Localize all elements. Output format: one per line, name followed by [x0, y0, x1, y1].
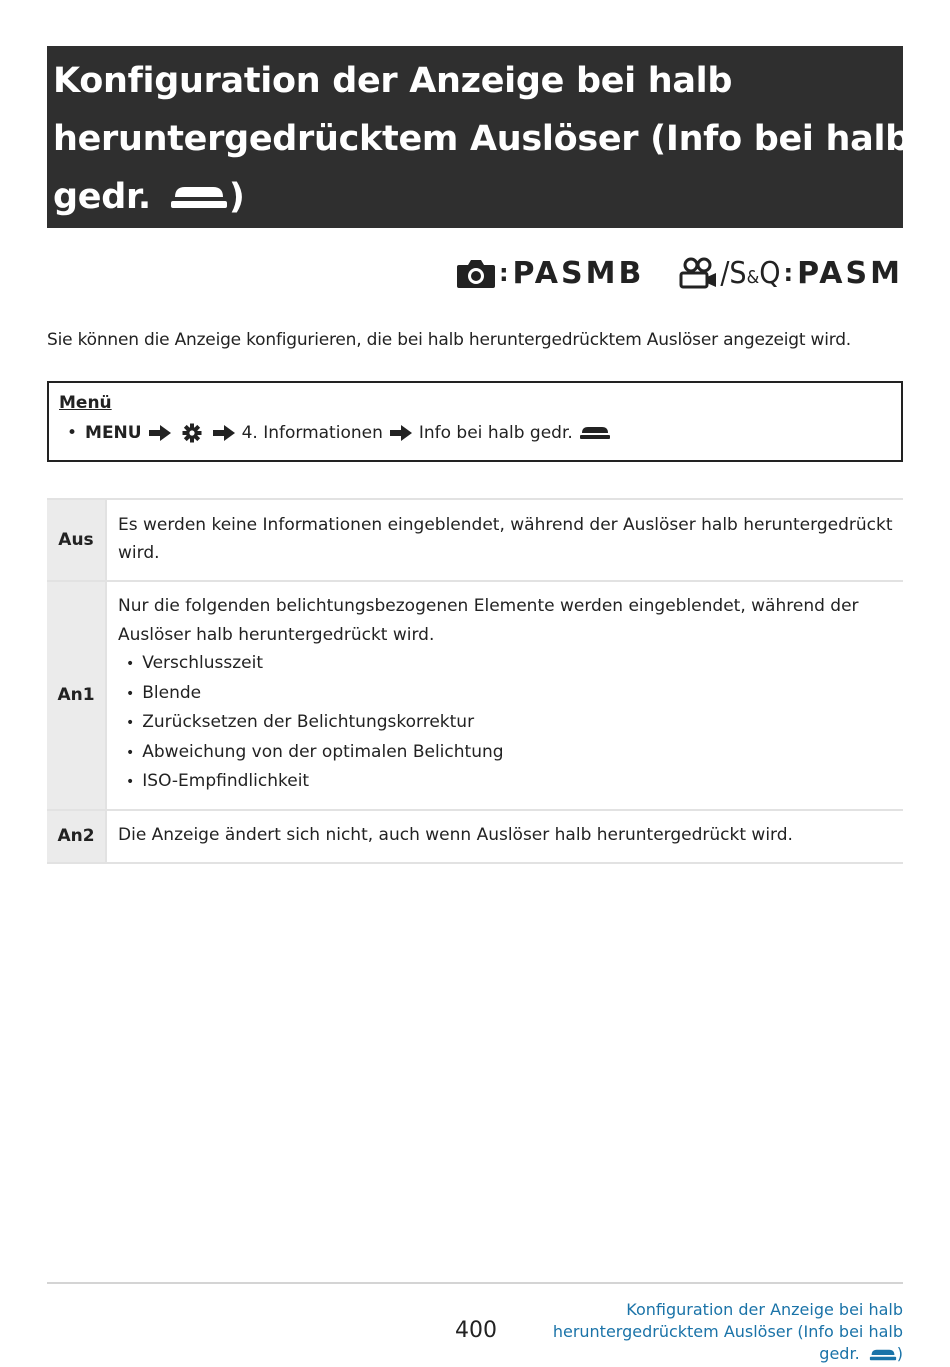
title-line-3: [53, 168, 897, 226]
arrow-right-icon: [148, 424, 172, 442]
list-item: • Abweichung von der optimalen Belichtung: [126, 738, 893, 768]
menu-bullet: •: [67, 423, 78, 443]
arrow-right-icon: [389, 424, 413, 442]
table-row: [47, 499, 903, 581]
menu-title: Menü: [59, 393, 112, 413]
shutter-button-icon: [579, 425, 611, 441]
footer-divider: [47, 1282, 903, 1284]
intro-text: Sie können die Anzeige konfigurieren, die bei halb heruntergedrücktem Auslöser angezeigt wird.: [47, 330, 852, 350]
shooting-modes: [456, 252, 903, 294]
shutter-button-icon: [169, 183, 229, 213]
gear-icon: [182, 423, 202, 443]
footer-link-line-3[interactable]: [553, 1343, 903, 1365]
shutter-button-icon: [869, 1348, 897, 1362]
footer-section-link[interactable]: [553, 1299, 903, 1365]
title-line-3-close: ): [228, 177, 245, 217]
options-table: [47, 498, 903, 864]
movie-camera-icon: [678, 256, 718, 290]
video-modes-colon: :: [783, 259, 794, 287]
photo-modes-colon: :: [498, 259, 509, 287]
camera-icon: [456, 257, 496, 289]
page-title: [47, 46, 910, 228]
option-key: Aus: [47, 499, 106, 581]
title-line-1: Konfiguration der Anzeige bei halb: [53, 61, 733, 101]
title-line-3-text: gedr.: [53, 177, 151, 217]
menu-box: [47, 381, 903, 462]
menu-step-informationen: 4. Informationen: [241, 423, 383, 443]
photo-mode-letters: PASMB: [512, 255, 645, 291]
arrow-right-icon: [212, 424, 236, 442]
table-row: [47, 581, 903, 810]
list-item: • Zurücksetzen der Belichtungskorrektur: [126, 708, 893, 738]
video-modes: [678, 256, 903, 291]
option-description: Die Anzeige ändert sich nicht, auch wenn Auslöser halb heruntergedrückt wird.: [106, 810, 903, 863]
table-row: [47, 810, 903, 863]
option-description: [106, 581, 903, 810]
page-number: 400: [455, 1318, 497, 1343]
video-mode-letters: PASM: [797, 255, 903, 291]
menu-path: [67, 423, 611, 443]
option-key: An1: [47, 581, 106, 810]
photo-modes: [456, 256, 644, 291]
list-item: • Blende: [126, 679, 893, 709]
footer-link-line-2[interactable]: heruntergedrücktem Auslöser (Info bei halb: [552, 1322, 903, 1341]
footer-link-line-3-close[interactable]: ): [896, 1344, 903, 1363]
footer-link-line-1[interactable]: Konfiguration der Anzeige bei halb: [626, 1300, 903, 1319]
footer-link-line-3-text[interactable]: gedr.: [819, 1344, 860, 1363]
menu-label: MENU: [85, 423, 142, 443]
menu-step-info-bei-halb: Info bei halb gedr.: [418, 423, 573, 443]
list-item: • Verschlusszeit: [126, 649, 893, 679]
option-list: [118, 649, 893, 797]
option-text: Nur die folgenden belichtungsbezogenen Elemente werden eingeblendet, während der Auslöser halb heruntergedrückt wird.: [118, 596, 859, 645]
title-line-2: heruntergedrücktem Auslöser (Info bei halb: [53, 119, 910, 159]
option-description: Es werden keine Informationen eingeblendet, während der Auslöser halb heruntergedrückt wird.: [106, 499, 903, 581]
list-item: • ISO-Empfindlichkeit: [126, 767, 893, 797]
sq-label: /S&Q: [720, 255, 781, 291]
option-key: An2: [47, 810, 106, 863]
